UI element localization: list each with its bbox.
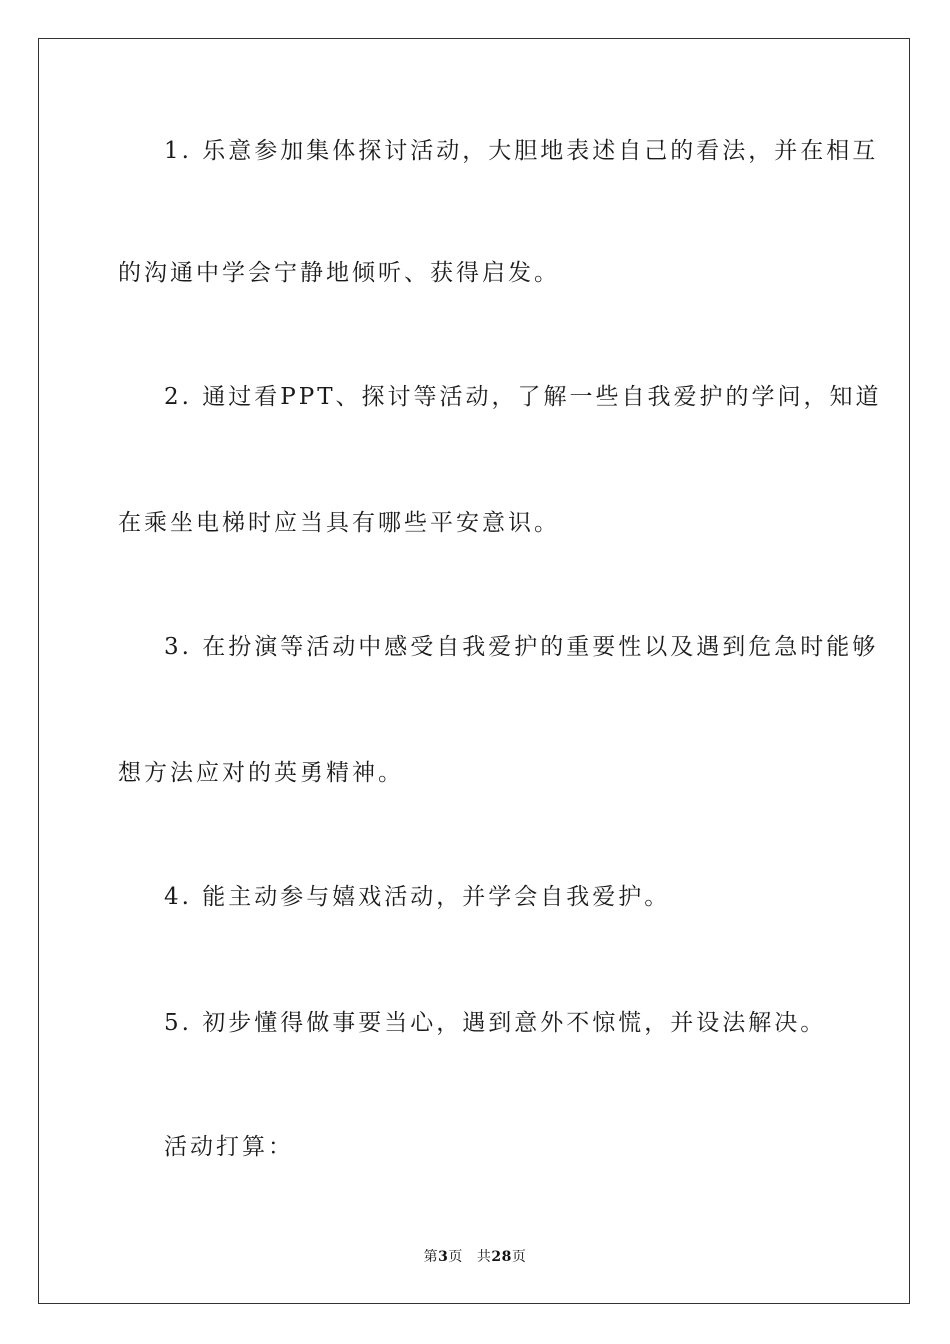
paragraph-2-line-2: 在乘坐电梯时应当具有哪些平安意识。 (118, 510, 560, 536)
paragraph-1-line-2: 的沟通中学会宁静地倾听、获得启发。 (118, 260, 560, 286)
paragraph-3-line-1: 3. 在扮演等活动中感受自我爱护的重要性以及遇到危急时能够 (164, 634, 879, 660)
footer-total-prefix: 共 (476, 1249, 492, 1265)
footer-page-prefix: 第 (423, 1249, 439, 1265)
section-heading: 活动打算： (164, 1134, 294, 1160)
footer-total-pages: 28 (491, 1249, 512, 1265)
paragraph-1-line-1: 1. 乐意参加集体探讨活动，大胆地表述自己的看法，并在相互 (164, 138, 879, 164)
paragraph-2-line-1: 2. 通过看PPT、探讨等活动，了解一些自我爱护的学问，知道 (164, 384, 882, 410)
page-frame (38, 38, 910, 1304)
paragraph-3-line-2: 想方法应对的英勇精神。 (118, 760, 404, 786)
paragraph-5: 5. 初步懂得做事要当心，遇到意外不惊慌，并设法解决。 (164, 1010, 827, 1036)
page-footer (0, 1246, 950, 1266)
footer-page-number: 3 (438, 1249, 449, 1265)
paragraph-4: 4. 能主动参与嬉戏活动，并学会自我爱护。 (164, 884, 671, 910)
footer-total-suffix: 页 (511, 1249, 527, 1265)
footer-page-suffix: 页 (448, 1249, 463, 1265)
